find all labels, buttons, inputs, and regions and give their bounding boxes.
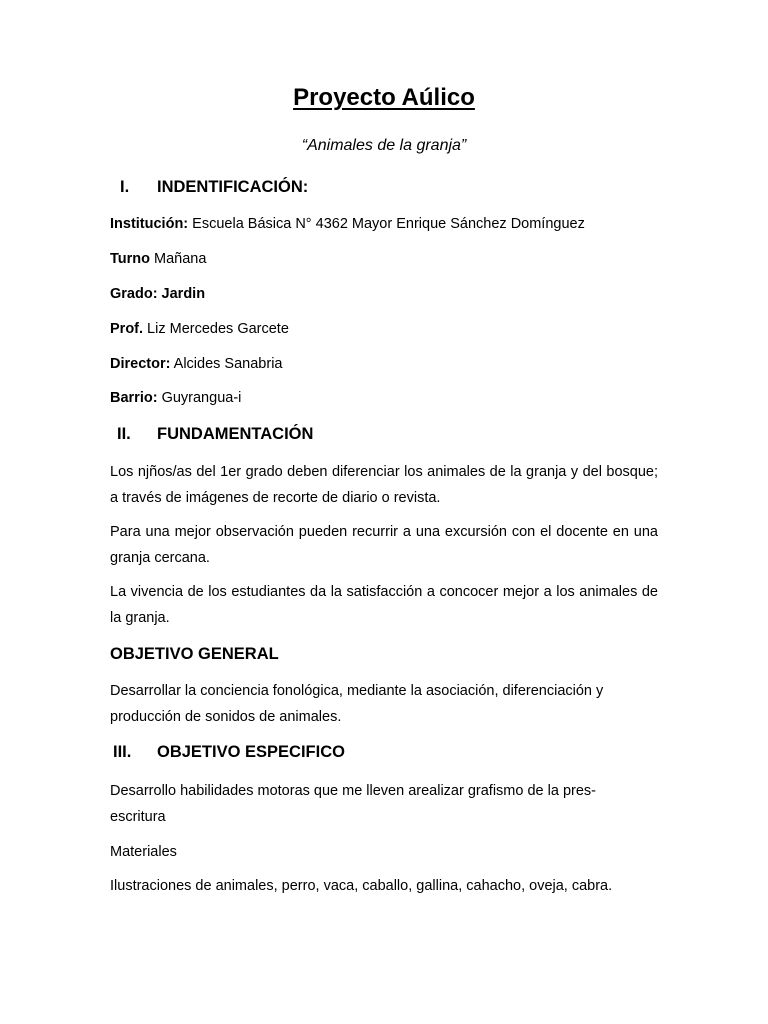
field-institucion — [110, 216, 585, 232]
field-grado — [110, 286, 205, 302]
field-value: Alcides Sanabria — [170, 356, 283, 372]
paragraph-fundamentacion-2: Para una mejor observación pueden recurrir a una excursión con el docente en una granja cercana. — [110, 524, 658, 566]
paragraph-fundamentacion-1: Los njños/as del 1er grado deben diferenciar los animales de la granja y del bosque; a través de imágenes de recorte de diario o revista. — [110, 464, 658, 506]
materiales-label: Materiales — [110, 844, 177, 860]
section-number: I. — [120, 178, 130, 196]
field-value: Mañana — [150, 251, 207, 267]
field-value: Escuela Básica N° 4362 Mayor Enrique Sánchez Domínguez — [188, 216, 585, 232]
section-number: II. — [117, 425, 131, 443]
field-key: Institución: — [110, 216, 189, 232]
section-label: INDENTIFICACIÓN: — [157, 178, 309, 196]
field-value: Guyrangua-i — [157, 390, 242, 406]
field-key: Barrio: — [110, 390, 158, 406]
heading-objetivo-general: OBJETIVO GENERAL — [110, 645, 279, 663]
field-key: Grado: Jardin — [110, 286, 206, 302]
document-subtitle: “Animales de la granja” — [301, 137, 467, 154]
field-prof — [110, 321, 289, 337]
field-key: Turno — [110, 251, 150, 267]
section-number: III. — [113, 743, 132, 761]
section-label: OBJETIVO ESPECIFICO — [157, 743, 345, 761]
document-title: Proyecto Aúlico — [293, 84, 475, 111]
field-key: Prof. — [110, 321, 144, 337]
field-barrio — [110, 390, 241, 406]
field-turno — [110, 251, 206, 267]
paragraph-objetivo-especifico: Desarrollo habilidades motoras que me lleven arealizar grafismo de la pres-escritura — [110, 783, 596, 825]
field-value: Liz Mercedes Garcete — [143, 321, 289, 337]
paragraph-objetivo-general: Desarrollar la conciencia fonológica, mediante la asociación, diferenciación y producción de sonidos de animales. — [110, 683, 604, 725]
paragraph-fundamentacion-3: La vivencia de los estudiantes da la satisfacción a concocer mejor a los animales de la granja. — [110, 584, 658, 626]
field-director — [110, 356, 282, 372]
materiales-text: Ilustraciones de animales, perro, vaca, caballo, gallina, cahacho, oveja, cabra. — [110, 878, 613, 894]
section-label: FUNDAMENTACIÓN — [157, 425, 314, 443]
field-key: Director: — [110, 356, 171, 372]
